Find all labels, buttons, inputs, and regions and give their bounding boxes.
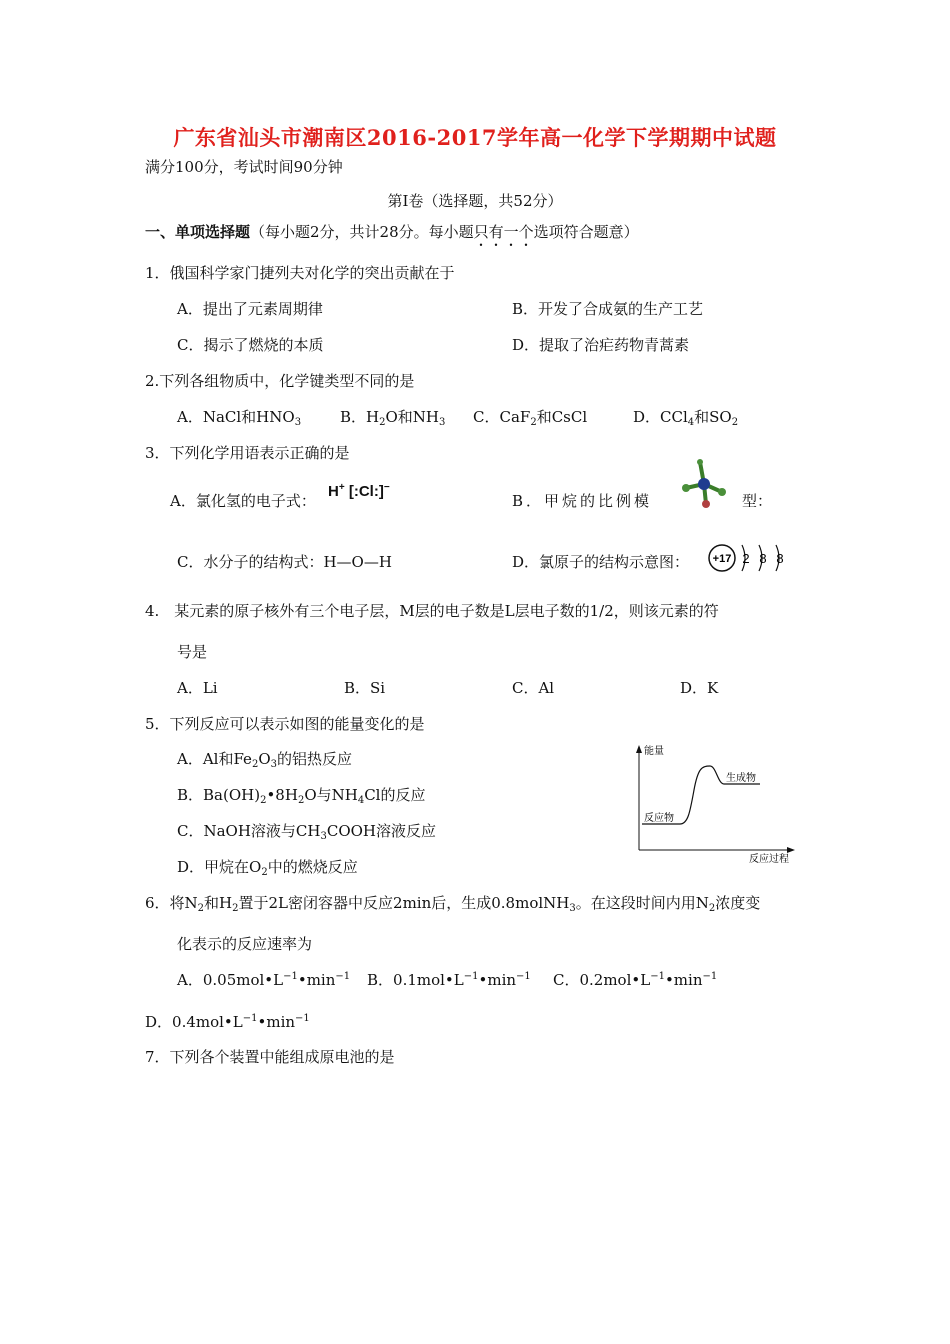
- chlorine-atom-diagram: [706, 540, 786, 576]
- q6-option-a: A．$0.05mol•L^{-1}•\min^{-1}$: [177, 971, 351, 989]
- document-title: 广东省汕头市潮南区2016-2017学年高一化学下学期期中试题: [173, 125, 777, 150]
- q7-stem: 7．下列各个装置中能组成原电池的是: [145, 1048, 395, 1066]
- q4-stem-line1: 4. 某元素的原子核外有三个电子层，M层的电子数是L层电子数的1/2，则该元素的符: [145, 602, 719, 620]
- x-axis-label: 反应过程: [749, 854, 789, 865]
- q2-option-a: A．NaCl和$HNO_3$: [177, 408, 302, 428]
- q5-stem: 5．下列反应可以表示如图的能量变化的是: [145, 715, 425, 733]
- exam-info: 满分100分，考试时间90分钟: [145, 158, 343, 176]
- q6-stem-line1: 6．将$N_2$和$H_2$置于2L密闭容器中反应2min后，生成0.8molNH$_3$。在这段时间内用$N_2$浓度变: [145, 894, 761, 914]
- q3-option-d: D．氯原子的结构示意图：: [512, 553, 690, 571]
- q3-option-c: C．水分子的结构式：H—O—H: [177, 553, 392, 571]
- section-note-a: （每小题2分，共计28分。每小题: [250, 223, 474, 241]
- product-label: 生成物: [726, 773, 756, 784]
- q6-option-d: D．$0.4mol•L^{-1}•\min^{-1}$: [145, 1013, 310, 1031]
- q4-option-b: B．Si: [344, 679, 386, 697]
- shell-3-count: 8: [776, 551, 784, 566]
- q1-option-b: B．开发了合成氨的生产工艺: [512, 300, 704, 318]
- q3-option-a: A．氯化氢的电子式：: [170, 492, 316, 510]
- section-label: 一、单项选择题: [145, 223, 251, 241]
- methane-model-image: [678, 458, 730, 510]
- q1-option-c: C．揭示了燃烧的本质: [177, 336, 324, 354]
- q5-option-c: C．NaOH溶液与$CH_3COOH$溶液反应: [177, 822, 437, 842]
- q2-option-c: C．CaF$_2$和CsCl: [473, 408, 588, 428]
- q3-option-b-tail: 型：: [742, 492, 773, 510]
- hcl-electron-formula: H+ [:Cl:]−: [328, 482, 390, 500]
- q5-option-b: B．$Ba(OH)_2•8H_2O$与$NH_4Cl$的反应: [177, 786, 426, 806]
- q3-stem: 3．下列化学用语表示正确的是: [145, 444, 350, 462]
- shell-1-count: 2: [742, 551, 750, 566]
- q4-option-c: C．Al: [512, 679, 555, 697]
- q2-option-b: B．$H_2O$和$NH_3$: [340, 408, 446, 428]
- q1-option-d: D．提取了治疟药物青蒿素: [512, 336, 690, 354]
- q5-option-d: D．甲烷在$O_2$中的燃烧反应: [177, 858, 358, 878]
- q2-stem: 2.下列各组物质中，化学键类型不同的是: [145, 372, 415, 390]
- q6-option-c: C．$0.2mol•L^{-1}•\min^{-1}$: [553, 971, 718, 989]
- shell-2-count: 8: [759, 551, 767, 566]
- section-note-b: 选项符合题意）: [533, 223, 639, 241]
- section-note-emphasis: 只有一个: [473, 223, 534, 241]
- q4-stem-line2: 号是: [177, 643, 208, 661]
- y-axis-label: 能量: [644, 746, 664, 757]
- x-axis-arrow: [787, 847, 795, 853]
- q4-option-a: A．Li: [177, 679, 218, 697]
- q1-stem: 1．俄国科学家门捷列夫对化学的突出贡献在于: [145, 264, 455, 282]
- y-axis-arrow: [636, 745, 642, 753]
- q5-option-a: A．Al和$Fe_2O_3$的铝热反应: [177, 750, 353, 770]
- part-heading: 第Ⅰ卷（选择题，共52分）: [387, 192, 563, 210]
- q4-option-d: D．K: [680, 679, 719, 697]
- section-heading: [145, 221, 639, 250]
- q3-option-b: B．甲烷的比例模: [512, 492, 653, 510]
- q2-option-d: D．CCl$_4$和$SO_2$: [633, 408, 739, 428]
- q6-stem-line2: 化表示的反应速率为: [177, 935, 313, 953]
- reactant-label: 反应物: [644, 813, 674, 824]
- q6-option-b: B．$0.1mol•L^{-1}•\min^{-1}$: [367, 971, 531, 989]
- q1-option-a: A．提出了元素周期律: [177, 300, 323, 318]
- nucleus-charge: +17: [712, 553, 732, 565]
- energy-diagram: [628, 740, 800, 866]
